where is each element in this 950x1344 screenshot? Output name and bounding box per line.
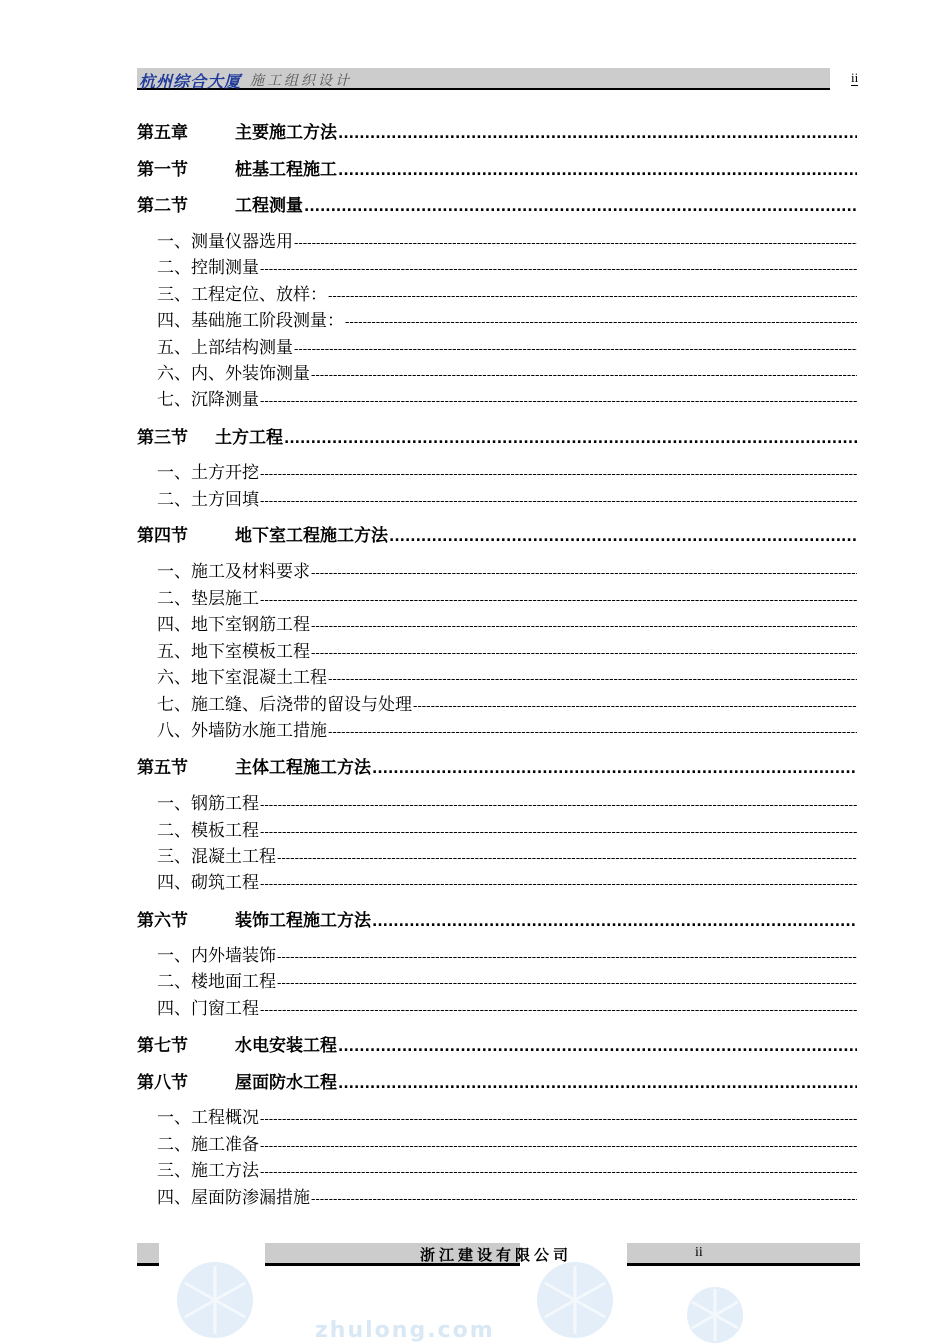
toc-entry-number: 第七节: [137, 1036, 188, 1053]
toc-entry-title: 水电安装工程: [235, 1036, 337, 1053]
watermark-snowflake-icon: [160, 1240, 270, 1344]
toc-entry-number: 第五节: [137, 758, 188, 775]
toc-leader-dots: [338, 160, 857, 177]
toc-entry-title: 二、控制测量: [157, 258, 259, 275]
toc-entry-number: 第五章: [137, 123, 188, 140]
toc-leader-dots: [372, 911, 857, 928]
footer-page-number: ii: [695, 1245, 703, 1260]
toc-section-entry[interactable]: [137, 155, 857, 177]
toc-leader-dots: [413, 695, 857, 712]
toc-leader-dots: [338, 1036, 857, 1053]
toc-subsection-entry[interactable]: [157, 663, 857, 685]
toc-leader-dots: [260, 490, 857, 507]
toc-leader-dots: [260, 1108, 857, 1125]
toc-subsection-entry[interactable]: [157, 359, 857, 381]
toc-leader-dots: [311, 615, 857, 632]
toc-subsection-entry[interactable]: [157, 967, 857, 989]
toc-entry-number: 第六节: [137, 911, 188, 928]
toc-subsection-entry[interactable]: [157, 485, 857, 507]
toc-leader-dots: [338, 123, 857, 140]
toc-entry-title: 四、砌筑工程: [157, 873, 259, 890]
toc-entry-title: 二、施工准备: [157, 1135, 259, 1152]
toc-entry-title: 三、施工方法: [157, 1161, 259, 1178]
toc-entry-title: 五、地下室模板工程: [157, 642, 310, 659]
toc-leader-dots: [277, 847, 857, 864]
toc-leader-dots: [294, 232, 857, 249]
toc-entry-title: 五、上部结构测量: [157, 338, 293, 355]
toc-subsection-entry[interactable]: [157, 227, 857, 249]
toc-entry-number: 第四节: [137, 526, 188, 543]
footer-bar-left: [137, 1243, 159, 1266]
toc-subsection-entry[interactable]: [157, 306, 857, 328]
toc-entry-title: 一、内外墙装饰: [157, 946, 276, 963]
header-project-title: 杭州综合大厦: [139, 72, 242, 91]
toc-entry-title: 一、土方开挖: [157, 463, 259, 480]
toc-entry-number: 第一节: [137, 160, 188, 177]
toc-subsection-entry[interactable]: [157, 584, 857, 606]
toc-entry-title: 主要施工方法: [235, 123, 337, 140]
toc-entry-number: 第八节: [137, 1073, 188, 1090]
watermark-text: zhulong.com: [315, 1318, 495, 1343]
toc-leader-dots: [277, 946, 857, 963]
toc-subsection-entry[interactable]: [157, 941, 857, 963]
toc-leader-dots: [260, 794, 857, 811]
toc-subsection-entry[interactable]: [157, 557, 857, 579]
toc-leader-dots: [260, 463, 857, 480]
toc-subsection-entry[interactable]: [157, 253, 857, 275]
toc-subsection-entry[interactable]: [157, 280, 857, 302]
toc-leader-dots: [328, 285, 857, 302]
toc-leader-dots: [260, 589, 857, 606]
toc-leader-dots: [294, 338, 857, 355]
toc-leader-dots: [311, 562, 857, 579]
toc-subsection-entry[interactable]: [157, 716, 857, 738]
toc-entry-title: 四、门窗工程: [157, 999, 259, 1016]
toc-section-entry[interactable]: [137, 1031, 857, 1053]
footer-company-name: 浙江建设有限公司: [420, 1246, 573, 1264]
toc-entry-title: 四、基础施工阶段测量：: [157, 311, 344, 328]
toc-subsection-entry[interactable]: [157, 1156, 857, 1178]
toc-leader-dots: [260, 873, 857, 890]
toc-leader-dots: [260, 258, 857, 275]
footer-bar-right: [627, 1243, 860, 1266]
toc-entry-title: 二、垫层施工: [157, 589, 259, 606]
toc-leader-dots: [260, 821, 857, 838]
toc-leader-dots: [284, 428, 857, 445]
toc-entry-title: 地下室工程施工方法: [235, 526, 388, 543]
toc-leader-dots: [260, 390, 857, 407]
toc-section-entry[interactable]: [137, 191, 857, 213]
toc-subsection-entry[interactable]: [157, 789, 857, 811]
toc-entry-title: 装饰工程施工方法: [235, 911, 371, 928]
toc-subsection-entry[interactable]: [157, 994, 857, 1016]
toc-leader-dots: [311, 1188, 857, 1205]
toc-entry-title: 四、屋面防渗漏措施: [157, 1188, 310, 1205]
toc-entry-title: 二、楼地面工程: [157, 972, 276, 989]
toc-section-entry[interactable]: [137, 423, 857, 445]
toc-section-entry[interactable]: [137, 906, 857, 928]
toc-leader-dots: [328, 721, 857, 738]
toc-subsection-entry[interactable]: [157, 816, 857, 838]
watermark-snowflake-icon-3: [680, 1280, 750, 1344]
toc-leader-dots: [345, 311, 857, 328]
toc-section-entry[interactable]: [137, 118, 857, 140]
toc-subsection-entry[interactable]: [157, 385, 857, 407]
toc-entry-title: 八、外墙防水施工措施: [157, 721, 327, 738]
toc-subsection-entry[interactable]: [157, 610, 857, 632]
toc-leader-dots: [311, 642, 857, 659]
toc-subsection-entry[interactable]: [157, 333, 857, 355]
toc-subsection-entry[interactable]: [157, 637, 857, 659]
toc-entry-title: 主体工程施工方法: [235, 758, 371, 775]
toc-entry-title: 一、工程概况: [157, 1108, 259, 1125]
toc-section-entry[interactable]: [137, 521, 857, 543]
toc-entry-title: 四、地下室钢筋工程: [157, 615, 310, 632]
toc-section-entry[interactable]: [137, 1068, 857, 1090]
toc-entry-title: 六、内、外装饰测量: [157, 364, 310, 381]
toc-entry-number: 第二节: [137, 196, 188, 213]
toc-leader-dots: [277, 972, 857, 989]
toc-entry-title: 屋面防水工程: [235, 1073, 337, 1090]
toc-subsection-entry[interactable]: [157, 1103, 857, 1125]
toc-entry-title: 一、测量仪器选用: [157, 232, 293, 249]
toc-entry-title: 一、施工及材料要求: [157, 562, 310, 579]
toc-entry-title: 土方工程: [215, 428, 283, 445]
toc-entry-title: 一、钢筋工程: [157, 794, 259, 811]
toc-leader-dots: [260, 999, 857, 1016]
toc-entry-title: 工程测量: [235, 196, 303, 213]
toc-entry-title: 二、土方回填: [157, 490, 259, 507]
toc-leader-dots: [372, 758, 857, 775]
toc-leader-dots: [260, 1135, 857, 1152]
header-page-number: ii: [851, 70, 859, 85]
toc-entry-title: 七、施工缝、后浇带的留设与处理: [157, 695, 412, 712]
toc-section-entry[interactable]: [137, 753, 857, 775]
toc-subsection-entry[interactable]: [157, 842, 857, 864]
toc-leader-dots: [311, 364, 857, 381]
toc-leader-dots: [260, 1161, 857, 1178]
toc-subsection-entry[interactable]: [157, 1183, 857, 1205]
toc-subsection-entry[interactable]: [157, 868, 857, 890]
toc-leader-dots: [338, 1073, 857, 1090]
toc-entry-title: 三、工程定位、放样：: [157, 285, 327, 302]
toc-entry-number: 第三节: [137, 428, 188, 445]
toc-subsection-entry[interactable]: [157, 458, 857, 480]
toc-leader-dots: [328, 668, 857, 685]
toc-leader-dots: [304, 196, 857, 213]
toc-entry-title: 桩基工程施工: [235, 160, 337, 177]
toc-entry-title: 七、沉降测量: [157, 390, 259, 407]
watermark-snowflake-icon-2: [520, 1240, 630, 1344]
toc-entry-title: 二、模板工程: [157, 821, 259, 838]
toc-entry-title: 三、混凝土工程: [157, 847, 276, 864]
toc-subsection-entry[interactable]: [157, 690, 857, 712]
toc-leader-dots: [389, 526, 857, 543]
toc-subsection-entry[interactable]: [157, 1130, 857, 1152]
header-document-title: 施工组织设计: [250, 73, 352, 89]
toc-entry-title: 六、地下室混凝土工程: [157, 668, 327, 685]
